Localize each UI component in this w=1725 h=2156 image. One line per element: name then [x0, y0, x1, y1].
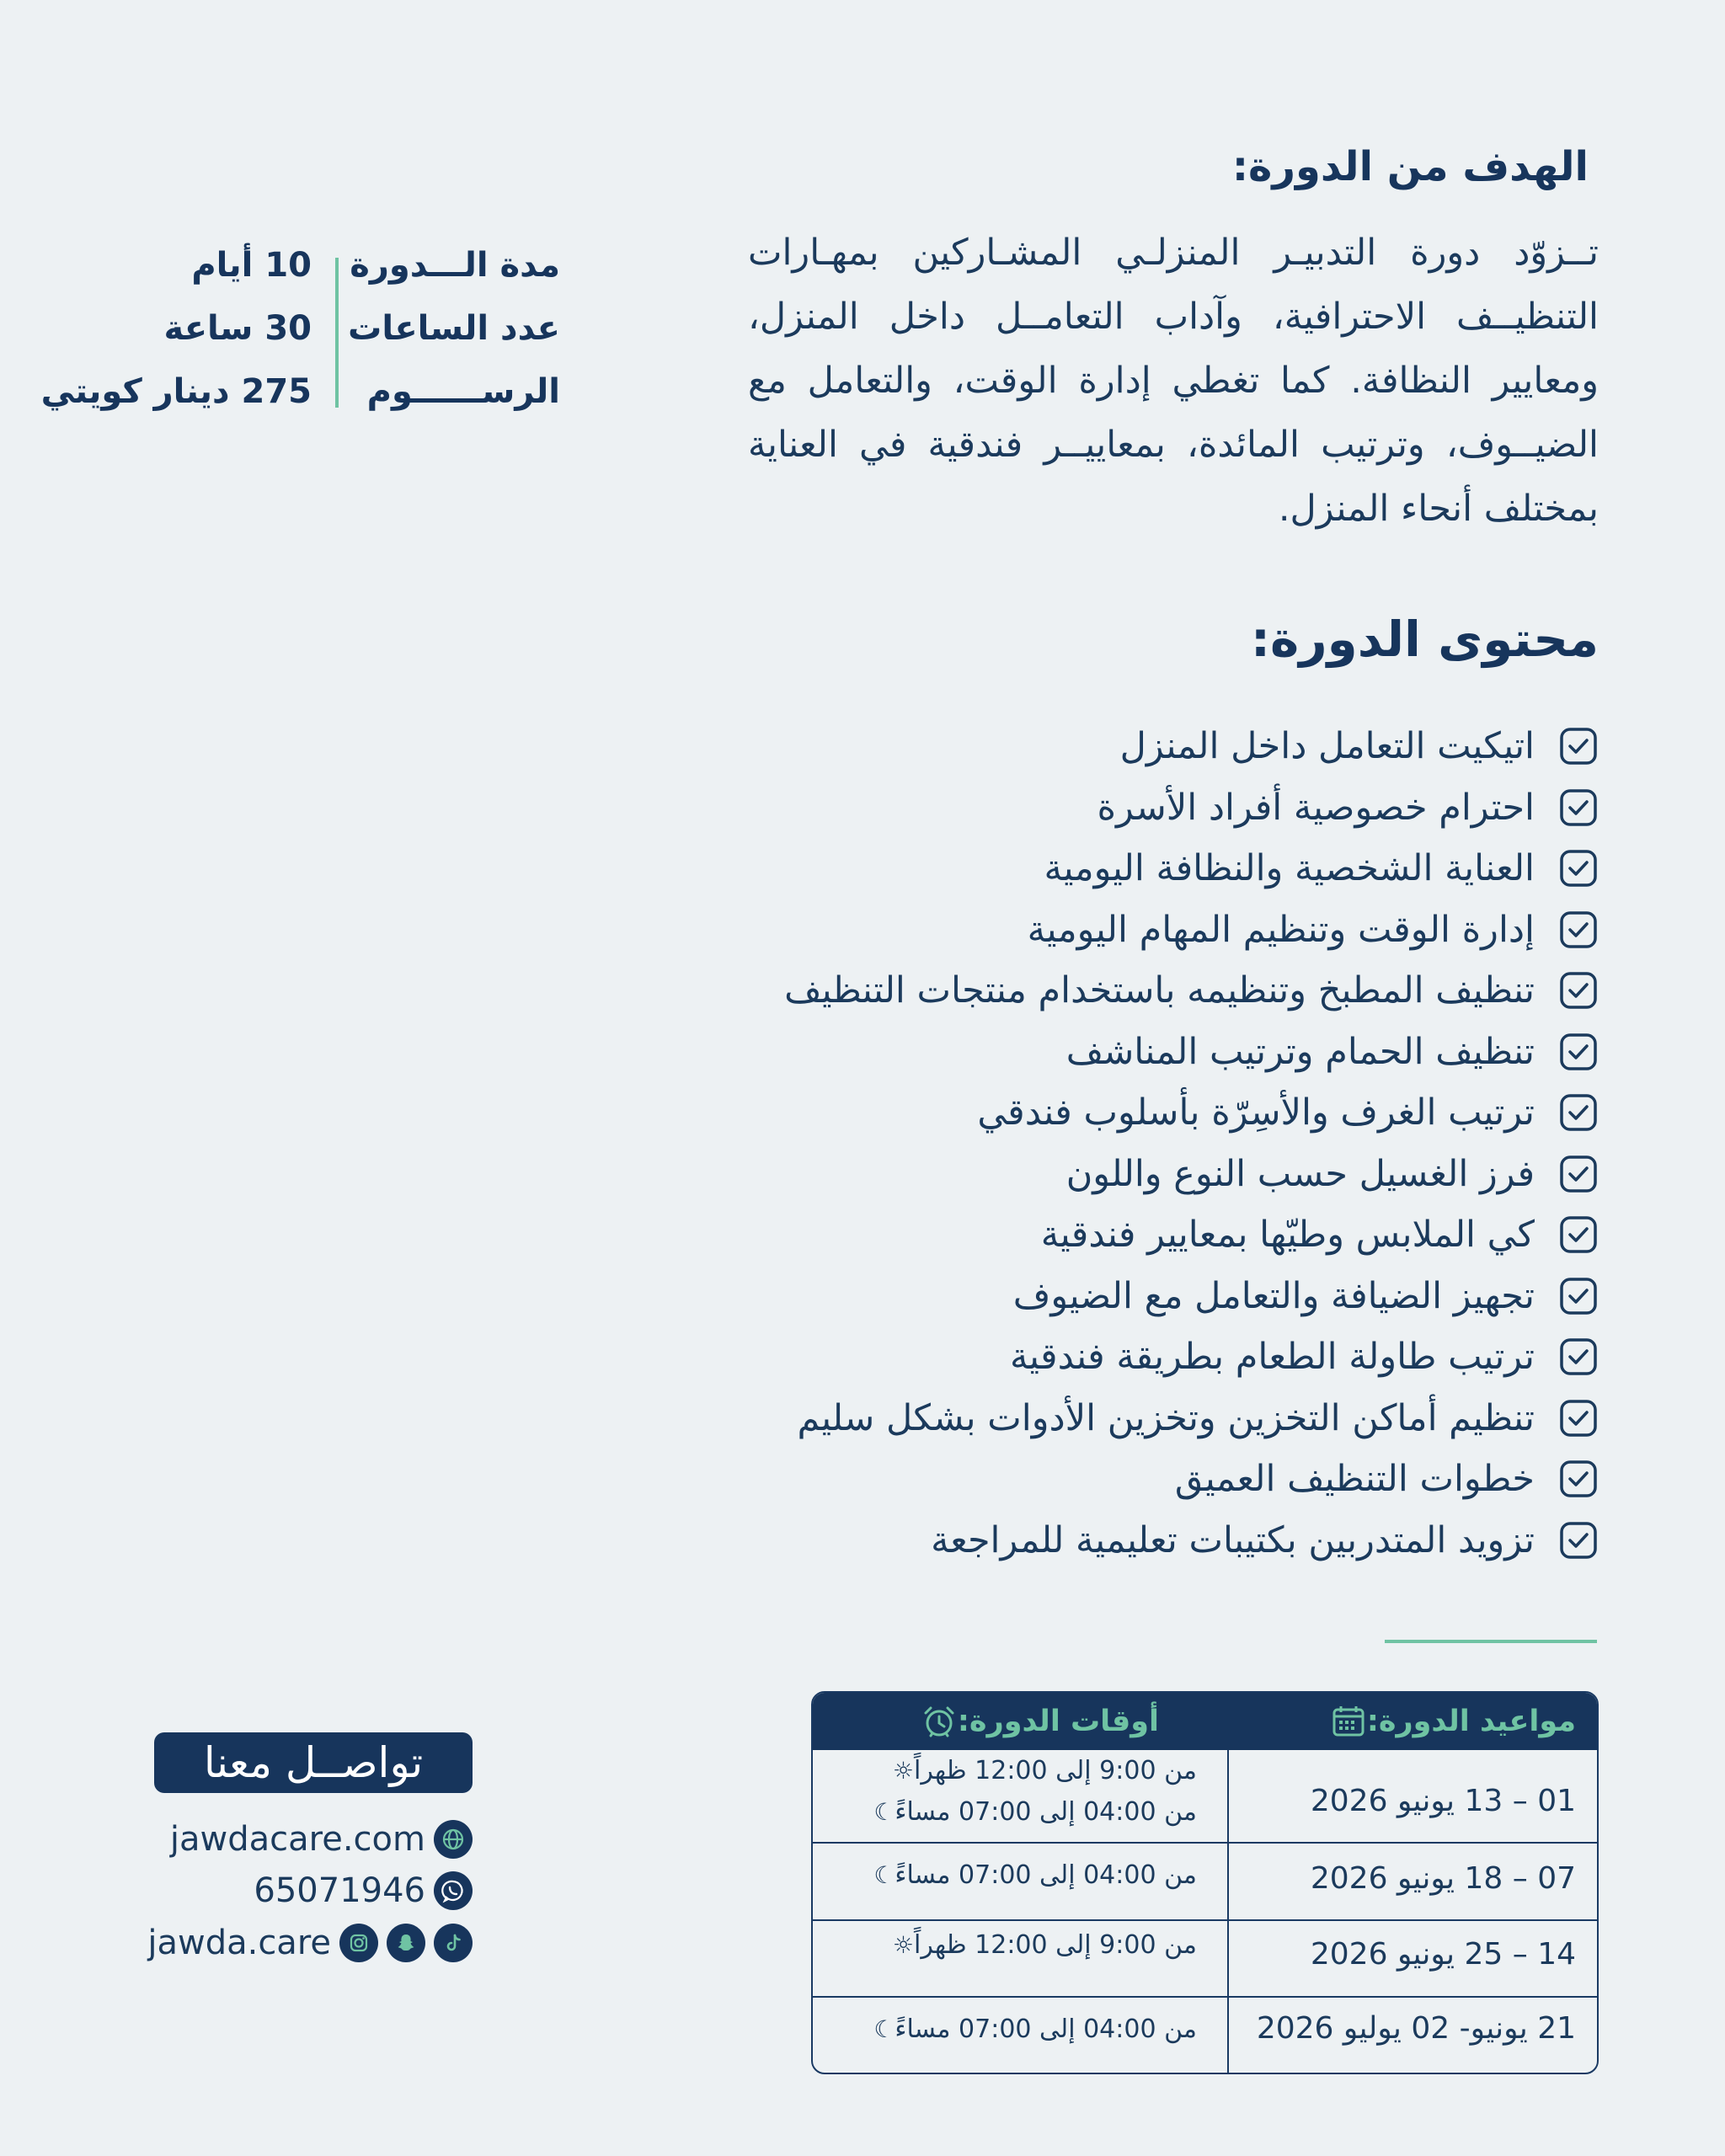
list-item	[504, 1449, 1599, 1510]
list-item	[504, 1082, 1599, 1144]
list-item	[504, 716, 1599, 777]
dates-header-text: مواعيد الدورة:	[1366, 1705, 1576, 1738]
calendar-icon	[1330, 1703, 1367, 1740]
list-item-text: تنظيم أماكن التخزين وتخزين الأدوات بشكل سليم	[797, 1396, 1535, 1439]
list-item-text: تجهيز الضيافة والتعامل مع الضيوف	[1012, 1274, 1535, 1317]
hours-label: عدد الساعات	[348, 309, 560, 348]
time-text: من 04:00 إلى 07:00 مساءً	[895, 1797, 1197, 1827]
duration-value: 10 أيام	[191, 246, 312, 285]
sun-icon: ☼	[892, 1757, 914, 1785]
course-info-panel	[40, 236, 564, 413]
row-divider	[813, 1919, 1597, 1921]
list-item-text: ترتيب طاولة الطعام بطريقة فندقية	[1010, 1336, 1535, 1379]
list-item	[504, 1144, 1599, 1205]
checkbox-icon	[1558, 1092, 1599, 1133]
list-item-text: إدارة الوقت وتنظيم المهام اليومية	[1027, 908, 1535, 951]
list-item-text: تنظيف المطبخ وتنظيمه باستخدام منتجات التنظيف	[784, 969, 1535, 1012]
time-text: من 04:00 إلى 07:00 مساءً	[895, 1860, 1197, 1890]
fee-label: الرســــــوم	[366, 372, 560, 411]
whatsapp-icon	[434, 1871, 473, 1910]
fee-value: 275 دينار كويتي	[40, 372, 312, 411]
checkbox-icon	[1558, 1154, 1599, 1194]
instagram-icon[interactable]	[339, 1924, 378, 1962]
goal-description: تــزوّد دورة التدبيـر المنزلـي المشـاركين بمهـارات التنظيــف الاحترافية، وآداب التعامــل داخل المنزل، ومعايير النظافة. كما تغطي إدارة الوقت، والتعامل مع الضيــوف، وترتيب المائدة، بمعاييــر فندقية في العناية بمختلف أنحاء المنزل.	[748, 232, 1599, 530]
social-handle[interactable]: jawda.care	[147, 1924, 331, 1962]
schedule-date: 07 – 18 يونيو 2026	[1310, 1861, 1576, 1896]
moon-icon: ☾	[873, 1861, 895, 1889]
checkbox-icon	[1558, 787, 1599, 828]
contact-website[interactable]	[170, 1820, 473, 1859]
time-text: من 9:00 إلى 12:00 ظهراً	[914, 1756, 1197, 1785]
checkbox-icon	[1558, 848, 1599, 889]
list-item-text: العناية الشخصية والنظافة اليومية	[1044, 847, 1535, 890]
checkbox-icon	[1558, 1520, 1599, 1561]
checkbox-icon	[1558, 1337, 1599, 1377]
schedule-time	[860, 2015, 1197, 2044]
duration-label: مدة الـــدورة	[350, 246, 560, 285]
checkbox-icon	[1558, 726, 1599, 766]
info-row-hours	[59, 309, 564, 368]
tiktok-icon[interactable]	[434, 1924, 473, 1962]
list-item-text: فرز الغسيل حسب النوع واللون	[1065, 1152, 1535, 1195]
contact-phone[interactable]	[254, 1871, 473, 1910]
list-item-text: ترتيب الغرف والأسِرّة بأسلوب فندقي	[977, 1091, 1535, 1134]
list-item	[504, 1022, 1599, 1083]
list-item-text: تنظيف الحمام وترتيب المناشف	[1065, 1030, 1535, 1073]
list-item	[504, 960, 1599, 1022]
schedule-date: 01 – 13 يونيو 2026	[1310, 1784, 1576, 1818]
dates-header	[1318, 1693, 1576, 1750]
time-text: من 04:00 إلى 07:00 مساءً	[895, 2015, 1197, 2044]
goal-title: الهدف من الدورة:	[1231, 143, 1589, 190]
content-list	[504, 716, 1599, 1571]
list-item-text: تزويد المتدربين بكتيبات تعليمية للمراجعة	[931, 1518, 1535, 1561]
info-row-duration	[59, 246, 564, 305]
info-row-fee	[40, 372, 564, 431]
list-item	[504, 838, 1599, 899]
schedule-header	[813, 1693, 1597, 1750]
website-link[interactable]: jawdacare.com	[169, 1820, 425, 1859]
list-item-text: احترام خصوصية أفراد الأسرة	[1097, 786, 1535, 829]
checkbox-icon	[1558, 970, 1599, 1011]
schedule-time	[860, 1797, 1197, 1827]
alarm-clock-icon	[921, 1703, 958, 1740]
schedule-time	[879, 1930, 1197, 1960]
row-divider	[813, 1996, 1597, 1998]
row-divider	[813, 1842, 1597, 1844]
schedule-time	[879, 1756, 1197, 1785]
times-header	[909, 1693, 1159, 1750]
list-item	[504, 899, 1599, 961]
list-item	[504, 1510, 1599, 1572]
hours-value: 30 ساعة	[163, 309, 312, 348]
column-divider	[1227, 1750, 1229, 2073]
section-divider	[1385, 1640, 1597, 1643]
schedule-date: 21 يونيو- 02 يوليو 2026	[1256, 2011, 1576, 2046]
time-text: من 9:00 إلى 12:00 ظهراً	[914, 1930, 1197, 1960]
checkbox-icon	[1558, 1459, 1599, 1499]
checkbox-icon	[1558, 1276, 1599, 1316]
times-header-text: أوقات الدورة:	[957, 1705, 1159, 1738]
phone-number[interactable]: 65071946	[254, 1871, 425, 1910]
checkbox-icon	[1558, 910, 1599, 950]
snapchat-icon[interactable]	[387, 1924, 425, 1962]
schedule-table	[811, 1691, 1599, 2074]
schedule-time	[860, 1860, 1197, 1890]
contact-us-button[interactable]: تواصــل معنا	[154, 1732, 473, 1793]
contact-social[interactable]	[147, 1924, 473, 1962]
checkbox-icon	[1558, 1214, 1599, 1255]
moon-icon: ☾	[873, 2015, 895, 2043]
list-item	[504, 1266, 1599, 1327]
list-item	[504, 777, 1599, 839]
globe-icon	[434, 1820, 473, 1859]
checkbox-icon	[1558, 1398, 1599, 1438]
list-item	[504, 1388, 1599, 1449]
schedule-date: 14 – 25 يونيو 2026	[1310, 1937, 1576, 1972]
moon-icon: ☾	[873, 1798, 895, 1826]
list-item	[504, 1204, 1599, 1266]
checkbox-icon	[1558, 1032, 1599, 1072]
list-item-text: كي الملابس وطيّها بمعايير فندقية	[1040, 1214, 1535, 1257]
list-item-text: خطوات التنظيف العميق	[1174, 1458, 1535, 1501]
list-item-text: اتيكيت التعامل داخل المنزل	[1119, 725, 1535, 768]
sun-icon: ☼	[892, 1931, 914, 1959]
list-item	[504, 1326, 1599, 1388]
content-title: محتوى الدورة:	[1250, 611, 1599, 668]
